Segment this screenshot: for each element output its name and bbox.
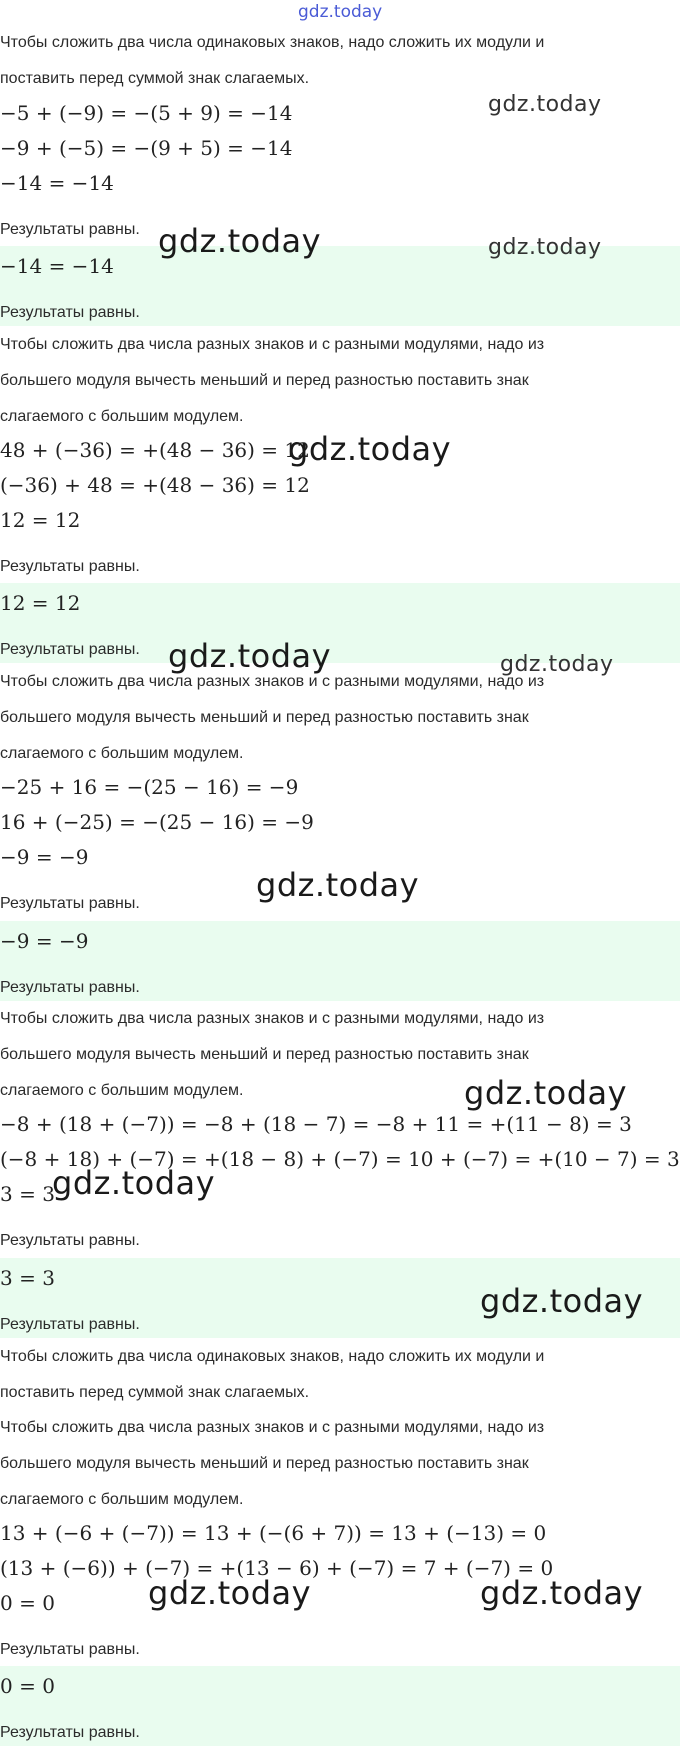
rule-text: большего модуля вычесть меньший и перед разностью поставить знак [0, 1046, 529, 1063]
rule-text: Чтобы сложить два числа разных знаков и с разными модулями, надо из [0, 1419, 545, 1436]
rule-text: большего модуля вычесть меньший и перед разностью поставить знак [0, 1455, 529, 1472]
result-text: Результаты равны. [0, 221, 140, 238]
equation: −9 + (−5) = −(9 + 5) = −14 [0, 136, 293, 160]
rule-text: поставить перед суммой знак слагаемых. [0, 1384, 310, 1401]
rule-text: Чтобы сложить два числа разных знаков и с разными модулями, надо из [0, 673, 545, 690]
rule-text: Чтобы сложить два числа разных знаков и с разными модулями, надо из [0, 336, 545, 353]
rule-text: слагаемого с большим модулем. [0, 745, 244, 762]
rule-text: слагаемого с большим модулем. [0, 1082, 244, 1099]
equation: 16 + (−25) = −(25 − 16) = −9 [0, 810, 314, 834]
watermark: gdz.today [480, 1574, 644, 1612]
watermark: gdz.today [500, 652, 614, 677]
equation: −5 + (−9) = −(5 + 9) = −14 [0, 101, 293, 125]
watermark: gdz.today [488, 235, 602, 260]
result-text: Результаты равны. [0, 558, 140, 575]
answer-equation: 12 = 12 [0, 591, 81, 615]
rule-text: Чтобы сложить два числа разных знаков и с разными модулями, надо из [0, 1010, 545, 1027]
answer-equation: 3 = 3 [0, 1266, 55, 1290]
result-text: Результаты равны. [0, 1316, 140, 1333]
rule-text: поставить перед суммой знак слагаемых. [0, 70, 310, 87]
result-text: Результаты равны. [0, 1724, 140, 1741]
equation: (−8 + 18) + (−7) = +(18 − 8) + (−7) = 10 + (−7) = +(10 − 7) = 3 [0, 1147, 680, 1171]
rule-text: большего модуля вычесть меньший и перед разностью поставить знак [0, 709, 529, 726]
result-text: Результаты равны. [0, 641, 140, 658]
rule-text: Чтобы сложить два числа одинаковых знаков, надо сложить их модули и [0, 1348, 545, 1365]
watermark: gdz.today [288, 430, 452, 468]
answer-block [0, 1666, 680, 1746]
equation: 0 = 0 [0, 1591, 55, 1615]
rule-text: слагаемого с большим модулем. [0, 1491, 244, 1508]
equation: 3 = 3 [0, 1182, 55, 1206]
watermark: gdz.today [480, 1282, 644, 1320]
header-watermark: gdz.today [298, 2, 383, 22]
watermark: gdz.today [158, 222, 322, 260]
answer-equation: −14 = −14 [0, 254, 114, 278]
watermark: gdz.today [52, 1164, 216, 1202]
rule-text: Чтобы сложить два числа одинаковых знаков, надо сложить их модули и [0, 34, 545, 51]
result-text: Результаты равны. [0, 979, 140, 996]
equation: −8 + (18 + (−7)) = −8 + (18 − 7) = −8 + 11 = +(11 − 8) = 3 [0, 1112, 632, 1136]
rule-text: большего модуля вычесть меньший и перед разностью поставить знак [0, 372, 529, 389]
watermark: gdz.today [464, 1074, 628, 1112]
equation: 48 + (−36) = +(48 − 36) = 12 [0, 438, 310, 462]
equation: 13 + (−6 + (−7)) = 13 + (−(6 + 7)) = 13 + (−13) = 0 [0, 1521, 547, 1545]
answer-equation: 0 = 0 [0, 1674, 55, 1698]
answer-block [0, 921, 680, 1001]
watermark: gdz.today [168, 637, 332, 675]
watermark: gdz.today [256, 866, 420, 904]
result-text: Результаты равны. [0, 304, 140, 321]
answer-block [0, 583, 680, 663]
answer-equation: −9 = −9 [0, 929, 89, 953]
watermark: gdz.today [488, 92, 602, 117]
result-text: Результаты равны. [0, 1641, 140, 1658]
equation: −9 = −9 [0, 845, 89, 869]
result-text: Результаты равны. [0, 1232, 140, 1249]
equation: (−36) + 48 = +(48 − 36) = 12 [0, 473, 310, 497]
equation: −14 = −14 [0, 171, 114, 195]
equation: 12 = 12 [0, 508, 81, 532]
rule-text: слагаемого с большим модулем. [0, 408, 244, 425]
watermark: gdz.today [148, 1574, 312, 1612]
result-text: Результаты равны. [0, 895, 140, 912]
equation: −25 + 16 = −(25 − 16) = −9 [0, 775, 299, 799]
equation: (13 + (−6)) + (−7) = +(13 − 6) + (−7) = 7 + (−7) = 0 [0, 1556, 554, 1580]
